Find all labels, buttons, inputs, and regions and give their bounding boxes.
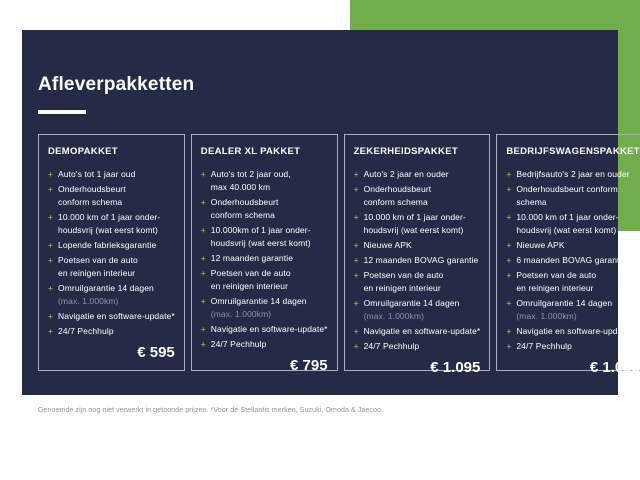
package-card [344,134,491,376]
list-item [201,338,328,351]
plus-icon: + [353,212,359,222]
list-item-line [48,295,175,308]
line-indent [201,181,211,194]
list-item [354,211,481,237]
plus-icon: + [200,296,206,306]
plus-icon: + [353,326,359,336]
list-item-text: conform schema [363,197,428,207]
list-item [354,239,481,252]
list-item-line [506,269,640,282]
list-item [48,310,175,323]
list-item [506,297,640,323]
list-item-line [201,323,328,336]
plus-icon: + [506,341,512,351]
list-item-text: conform schema [58,197,123,207]
list-item-text: houdsvrij (wat eerst komt) [210,238,311,248]
list-item-line [506,211,640,224]
list-item-text: Navigatie en software-update* [210,324,328,334]
list-item-text: Omruilgarantie 14 dagen [363,298,460,308]
plus-icon: + [506,298,512,308]
list-item-text: houdsvrij (wat eerst komt) [58,225,158,235]
list-item-line [506,310,640,323]
list-item-text: Omruilgarantie 14 dagen [516,298,613,308]
list-item-line [354,239,481,252]
list-item [354,168,481,181]
list-item-line [201,308,328,321]
card-feature-list [354,168,481,355]
list-item-line [48,211,175,224]
list-item [201,224,328,250]
footnote-text: Genoemde zijn nog niet verwerkt in getoonde prijzen. *Voor de Stellantis merken, Suzuki, Omoda & Jaecoo. [38,407,384,414]
list-item-text: Onderhoudsbeurt [58,184,126,194]
line-indent [354,196,364,209]
plus-icon: + [200,169,206,179]
plus-icon: + [353,341,359,351]
list-item-text: (max. 1.000km) [58,296,119,306]
list-item-text: 24/7 Pechhulp [58,326,114,336]
line-indent [506,224,516,237]
list-item-text: (max. 1.000km) [363,311,425,321]
list-item-line [48,325,175,338]
list-item-text: schema [516,197,547,207]
card-price: € 795 [290,357,328,374]
list-item-text: (max. 1.000km) [210,309,272,319]
list-item-line [506,224,640,237]
list-item-text: Auto's tot 2 jaar oud, [210,169,291,179]
plus-icon: + [506,255,512,265]
list-item-text: (max. 1.000km) [516,311,577,321]
line-indent [506,282,516,295]
list-item-line [48,310,175,323]
list-item [201,295,328,321]
package-card [496,134,640,376]
line-indent [201,308,211,321]
list-item [506,239,640,252]
card-feature-list [506,168,640,355]
list-item-line [201,280,328,293]
list-item-line [354,310,481,323]
list-item [201,196,328,222]
title-underline [38,110,86,114]
plus-icon: + [48,255,54,265]
list-item-text: Lopende fabrieksgarantie [58,240,157,250]
package-cards-row [38,134,640,376]
plus-icon: + [200,339,206,349]
plus-icon: + [48,311,54,321]
list-item [48,239,175,252]
list-item [48,211,175,237]
plus-icon: + [48,283,54,293]
list-item-line [201,168,328,181]
card-title: DEMOPAKKET [48,146,118,157]
list-item-text: Poetsen van de auto [516,270,597,280]
list-item-text: conform schema [210,210,276,220]
card-title: BEDRIJFSWAGENSPAKKET [506,146,640,157]
list-item-text: houdsvrij (wat eerst komt) [516,225,617,235]
line-indent [48,295,58,308]
list-item-text: Navigatie en software-update* [516,326,634,336]
list-item [506,325,640,338]
line-indent [354,310,364,323]
list-item-text: 24/7 Pechhulp [210,339,267,349]
plus-icon: + [200,197,206,207]
card-feature-list [48,168,175,340]
plus-icon: + [200,253,206,263]
packages-panel [22,30,640,395]
plus-icon: + [48,240,54,250]
list-item [201,252,328,265]
list-item-line [354,224,481,237]
list-item-line [506,168,640,181]
list-item [354,254,481,267]
list-item-text: Omruilgarantie 14 dagen [210,296,307,306]
list-item [354,269,481,295]
plus-icon: + [506,169,512,179]
list-item-text: 10.000 km of 1 jaar onder- [363,212,466,222]
card-title: ZEKERHEIDSPAKKET [353,146,458,157]
list-item-line [506,297,640,310]
list-item-line [201,267,328,280]
list-item-text: Poetsen van de auto [363,270,444,280]
plus-icon: + [200,324,206,334]
list-item-line [48,282,175,295]
list-item-text: 10.000 km of 1 jaar onder- [58,212,161,222]
list-item-text: Nieuwe APK [516,240,565,250]
list-item-line [48,168,175,181]
list-item [506,168,640,181]
list-item-line [506,282,640,295]
list-item [48,168,175,181]
list-item-line [354,269,481,282]
line-indent [506,310,516,323]
list-item-text: 24/7 Pechhulp [516,341,572,351]
list-item-line [354,340,481,353]
list-item-text: 24/7 Pechhulp [363,341,420,351]
list-item-line [48,239,175,252]
list-item [506,211,640,237]
list-item-text: 6 maanden BOVAG garantie [516,255,627,265]
list-item [354,297,481,323]
list-item-line [354,211,481,224]
list-item-text: en reinigen interieur [516,283,594,293]
list-item-line [506,239,640,252]
line-indent [48,267,58,280]
list-item-line [354,254,481,267]
list-item-text: Omruilgarantie 14 dagen [58,283,154,293]
list-item-text: 10.000km of 1 jaar onder- [210,225,311,235]
list-item [48,325,175,338]
plus-icon: + [353,240,359,250]
line-indent [354,282,364,295]
plus-icon: + [506,240,512,250]
line-indent [354,224,364,237]
list-item-line [354,168,481,181]
list-item-line [354,325,481,338]
list-item-text: en reinigen interieur [363,283,441,293]
list-item-text: Poetsen van de auto [210,268,291,278]
card-feature-list [201,168,328,353]
plus-icon: + [506,270,512,280]
card-price: € 595 [137,344,175,361]
list-item-text: Nieuwe APK [363,240,412,250]
line-indent [506,196,516,209]
list-item-line [201,209,328,222]
list-item-text: en reinigen interieur [210,281,289,291]
list-item [201,168,328,194]
list-item-line [201,224,328,237]
list-item [48,282,175,308]
list-item-line [201,237,328,250]
list-item-line [48,254,175,267]
list-item-text: Poetsen van de auto [58,255,138,265]
plus-icon: + [48,169,54,179]
list-item [48,254,175,280]
list-item-text: Navigatie en software-update* [363,326,481,336]
list-item-text: 12 maanden BOVAG garantie [363,255,479,265]
list-item [506,340,640,353]
list-item-line [48,196,175,209]
list-item [48,183,175,209]
list-item [354,325,481,338]
plus-icon: + [48,184,54,194]
list-item-line [506,196,640,209]
list-item-line [48,267,175,280]
list-item [201,323,328,336]
plus-icon: + [353,270,359,280]
list-item-line [354,183,481,196]
plus-icon: + [200,225,206,235]
list-item [506,183,640,209]
list-item-text: 12 maanden garantie [210,253,294,263]
list-item-text: Bedrijfsauto's 2 jaar en ouder [516,169,630,179]
plus-icon: + [506,184,512,194]
plus-icon: + [506,212,512,222]
list-item-line [506,183,640,196]
list-item-line [506,254,640,267]
list-item-text: Onderhoudsbeurt [363,184,432,194]
line-indent [201,209,211,222]
list-item-line [201,196,328,209]
line-indent [48,196,58,209]
list-item-line [506,325,640,338]
page-title: Afleverpakketten [38,74,195,95]
list-item-line [506,340,640,353]
plus-icon: + [353,255,359,265]
list-item-line [354,297,481,310]
list-item-line [201,252,328,265]
list-item [506,254,640,267]
list-item-line [354,282,481,295]
plus-icon: + [48,326,54,336]
list-item [506,269,640,295]
list-item-text: Onderhoudsbeurt conform [516,184,618,194]
list-item-line [354,196,481,209]
plus-icon: + [200,268,206,278]
list-item-line [48,183,175,196]
list-item-line [48,224,175,237]
list-item-text: Onderhoudsbeurt [210,197,279,207]
package-card [38,134,185,371]
plus-icon: + [48,212,54,222]
list-item [201,267,328,293]
line-indent [201,280,211,293]
plus-icon: + [353,169,359,179]
list-item-text: max 40.000 km [210,182,271,192]
package-card [191,134,338,374]
list-item-line [201,181,328,194]
card-price: € 1.095 [430,359,481,376]
list-item-text: 10.000 km of 1 jaar onder- [516,212,619,222]
plus-icon: + [353,184,359,194]
list-item-text: Auto's 2 jaar en ouder [363,169,449,179]
list-item-line [201,338,328,351]
list-item-text: houdsvrij (wat eerst komt) [363,225,464,235]
list-item-text: Navigatie en software-update* [58,311,175,321]
plus-icon: + [506,326,512,336]
card-price: € 1.095 [589,359,640,376]
line-indent [48,224,58,237]
list-item-line [201,295,328,308]
line-indent [201,237,211,250]
list-item-text: en reinigen interieur [58,268,136,278]
list-item [354,183,481,209]
plus-icon: + [353,298,359,308]
list-item-text: Auto's tot 1 jaar oud [58,169,136,179]
card-title: DEALER XL PAKKET [200,146,301,157]
list-item [354,340,481,353]
